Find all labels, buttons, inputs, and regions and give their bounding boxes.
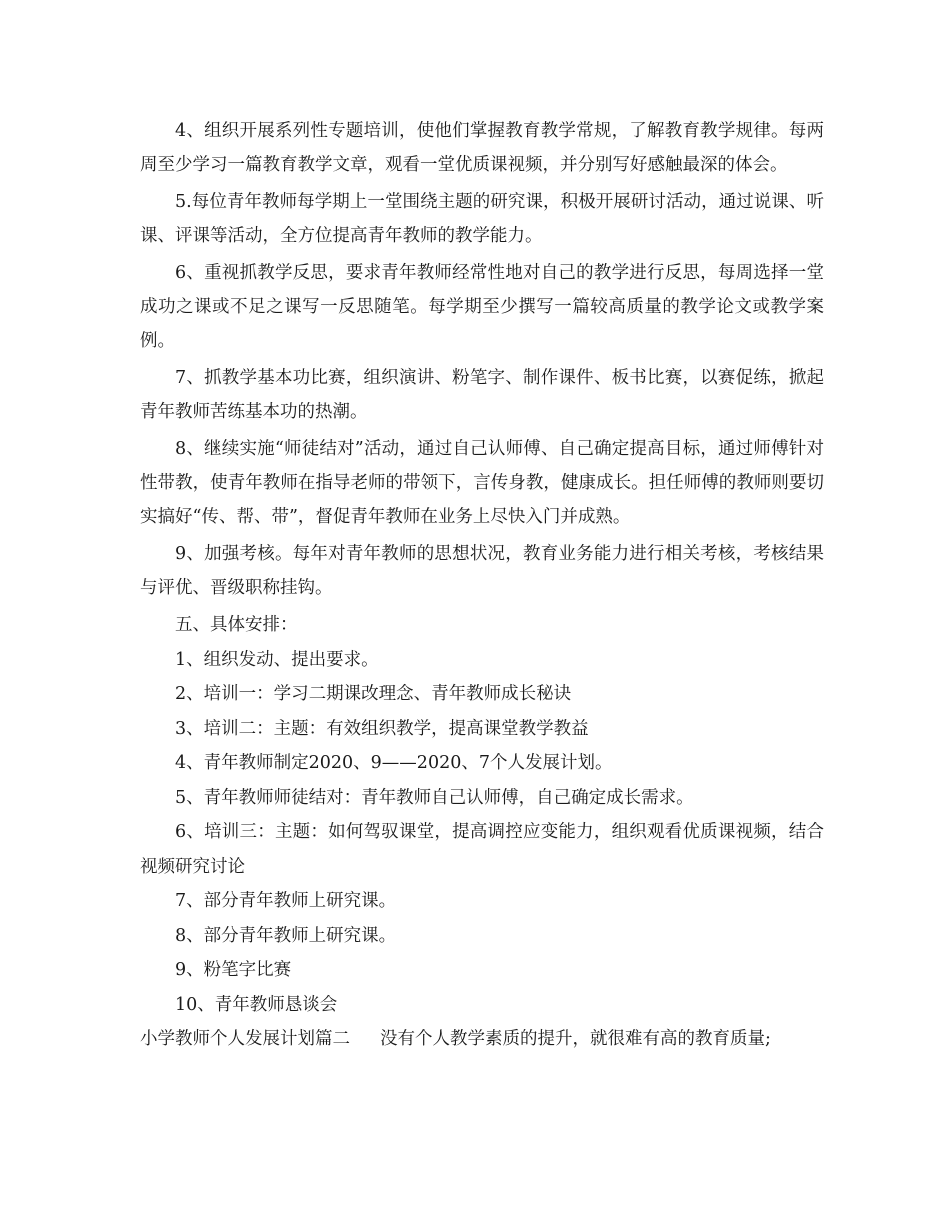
- schedule-item: 10、青年教师恳谈会: [175, 994, 338, 1015]
- schedule-item: 7、部分青年教师上研究课。: [175, 891, 397, 911]
- next-section-title: 小学教师个人发展计划篇二: [140, 1029, 350, 1049]
- schedule-item: 1、组织发动、提出要求。: [175, 649, 379, 670]
- next-section-text: 没有个人教学素质的提升，就很难有高的教育质量;: [380, 1029, 771, 1049]
- document-page: [140, 114, 824, 1056]
- schedule-item: 3、培训二：主题：有效组织教学，提高课堂教学教益: [175, 718, 589, 739]
- paragraph-item-6: 6、重视抓教学反思，要求青年教师经常性地对自己的教学进行反思，每周选择一堂成功之课或不足之课写一反思随笔。每学期至少撰写一篇较高质量的教学论文或教学案例。: [140, 263, 824, 351]
- paragraph-item-5: 5.每位青年教师每学期上一堂围绕主题的研究课，积极开展研讨活动，通过说课、听课、评课等活动，全方位提高青年教师的教学能力。: [140, 192, 824, 246]
- paragraph-item-8: 8、继续实施“师徒结对”活动，通过自己认师傅、自己确定提高目标，通过师傅针对性带教，使青年教师在指导老师的带领下，言传身教，健康成长。担任师傅的教师则要切实搞好“传、帮、带”，督促青年教师在业务上尽快入门并成熟。: [140, 439, 824, 527]
- paragraph-item-4: 4、组织开展系列性专题培训，使他们掌握教育教学常规，了解教育教学规律。每两周至少学习一篇教育教学文章，观看一堂优质课视频，并分别写好感触最深的体会。: [140, 121, 824, 175]
- paragraph-item-7: 7、抓教学基本功比赛，组织演讲、粉笔字、制作课件、板书比赛，以赛促练，掀起青年教师苦练基本功的热潮。: [140, 368, 824, 422]
- schedule-item: 2、培训一：学习二期课改理念、青年教师成长秘诀: [175, 684, 572, 704]
- section-heading: 五、具体安排：: [175, 615, 298, 635]
- paragraph-item-9: 9、加强考核。每年对青年教师的思想状况，教育业务能力进行相关考核，考核结果与评优、晋级职称挂钩。: [140, 544, 824, 598]
- schedule-item: 4、青年教师制定2020、9——2020、7个人发展计划。: [175, 753, 613, 773]
- schedule-item: 5、青年教师师徒结对：青年教师自己认师傅，自己确定成长需求。: [175, 787, 694, 808]
- schedule-item: 8、部分青年教师上研究课。: [175, 925, 397, 946]
- next-section-line: [140, 1022, 824, 1056]
- schedule-item: 6、培训三：主题：如何驾驭课堂，提高调控应变能力，组织观看优质课视频，结合视频研究讨论: [140, 822, 824, 877]
- schedule-item: 9、粉笔字比赛: [175, 960, 292, 980]
